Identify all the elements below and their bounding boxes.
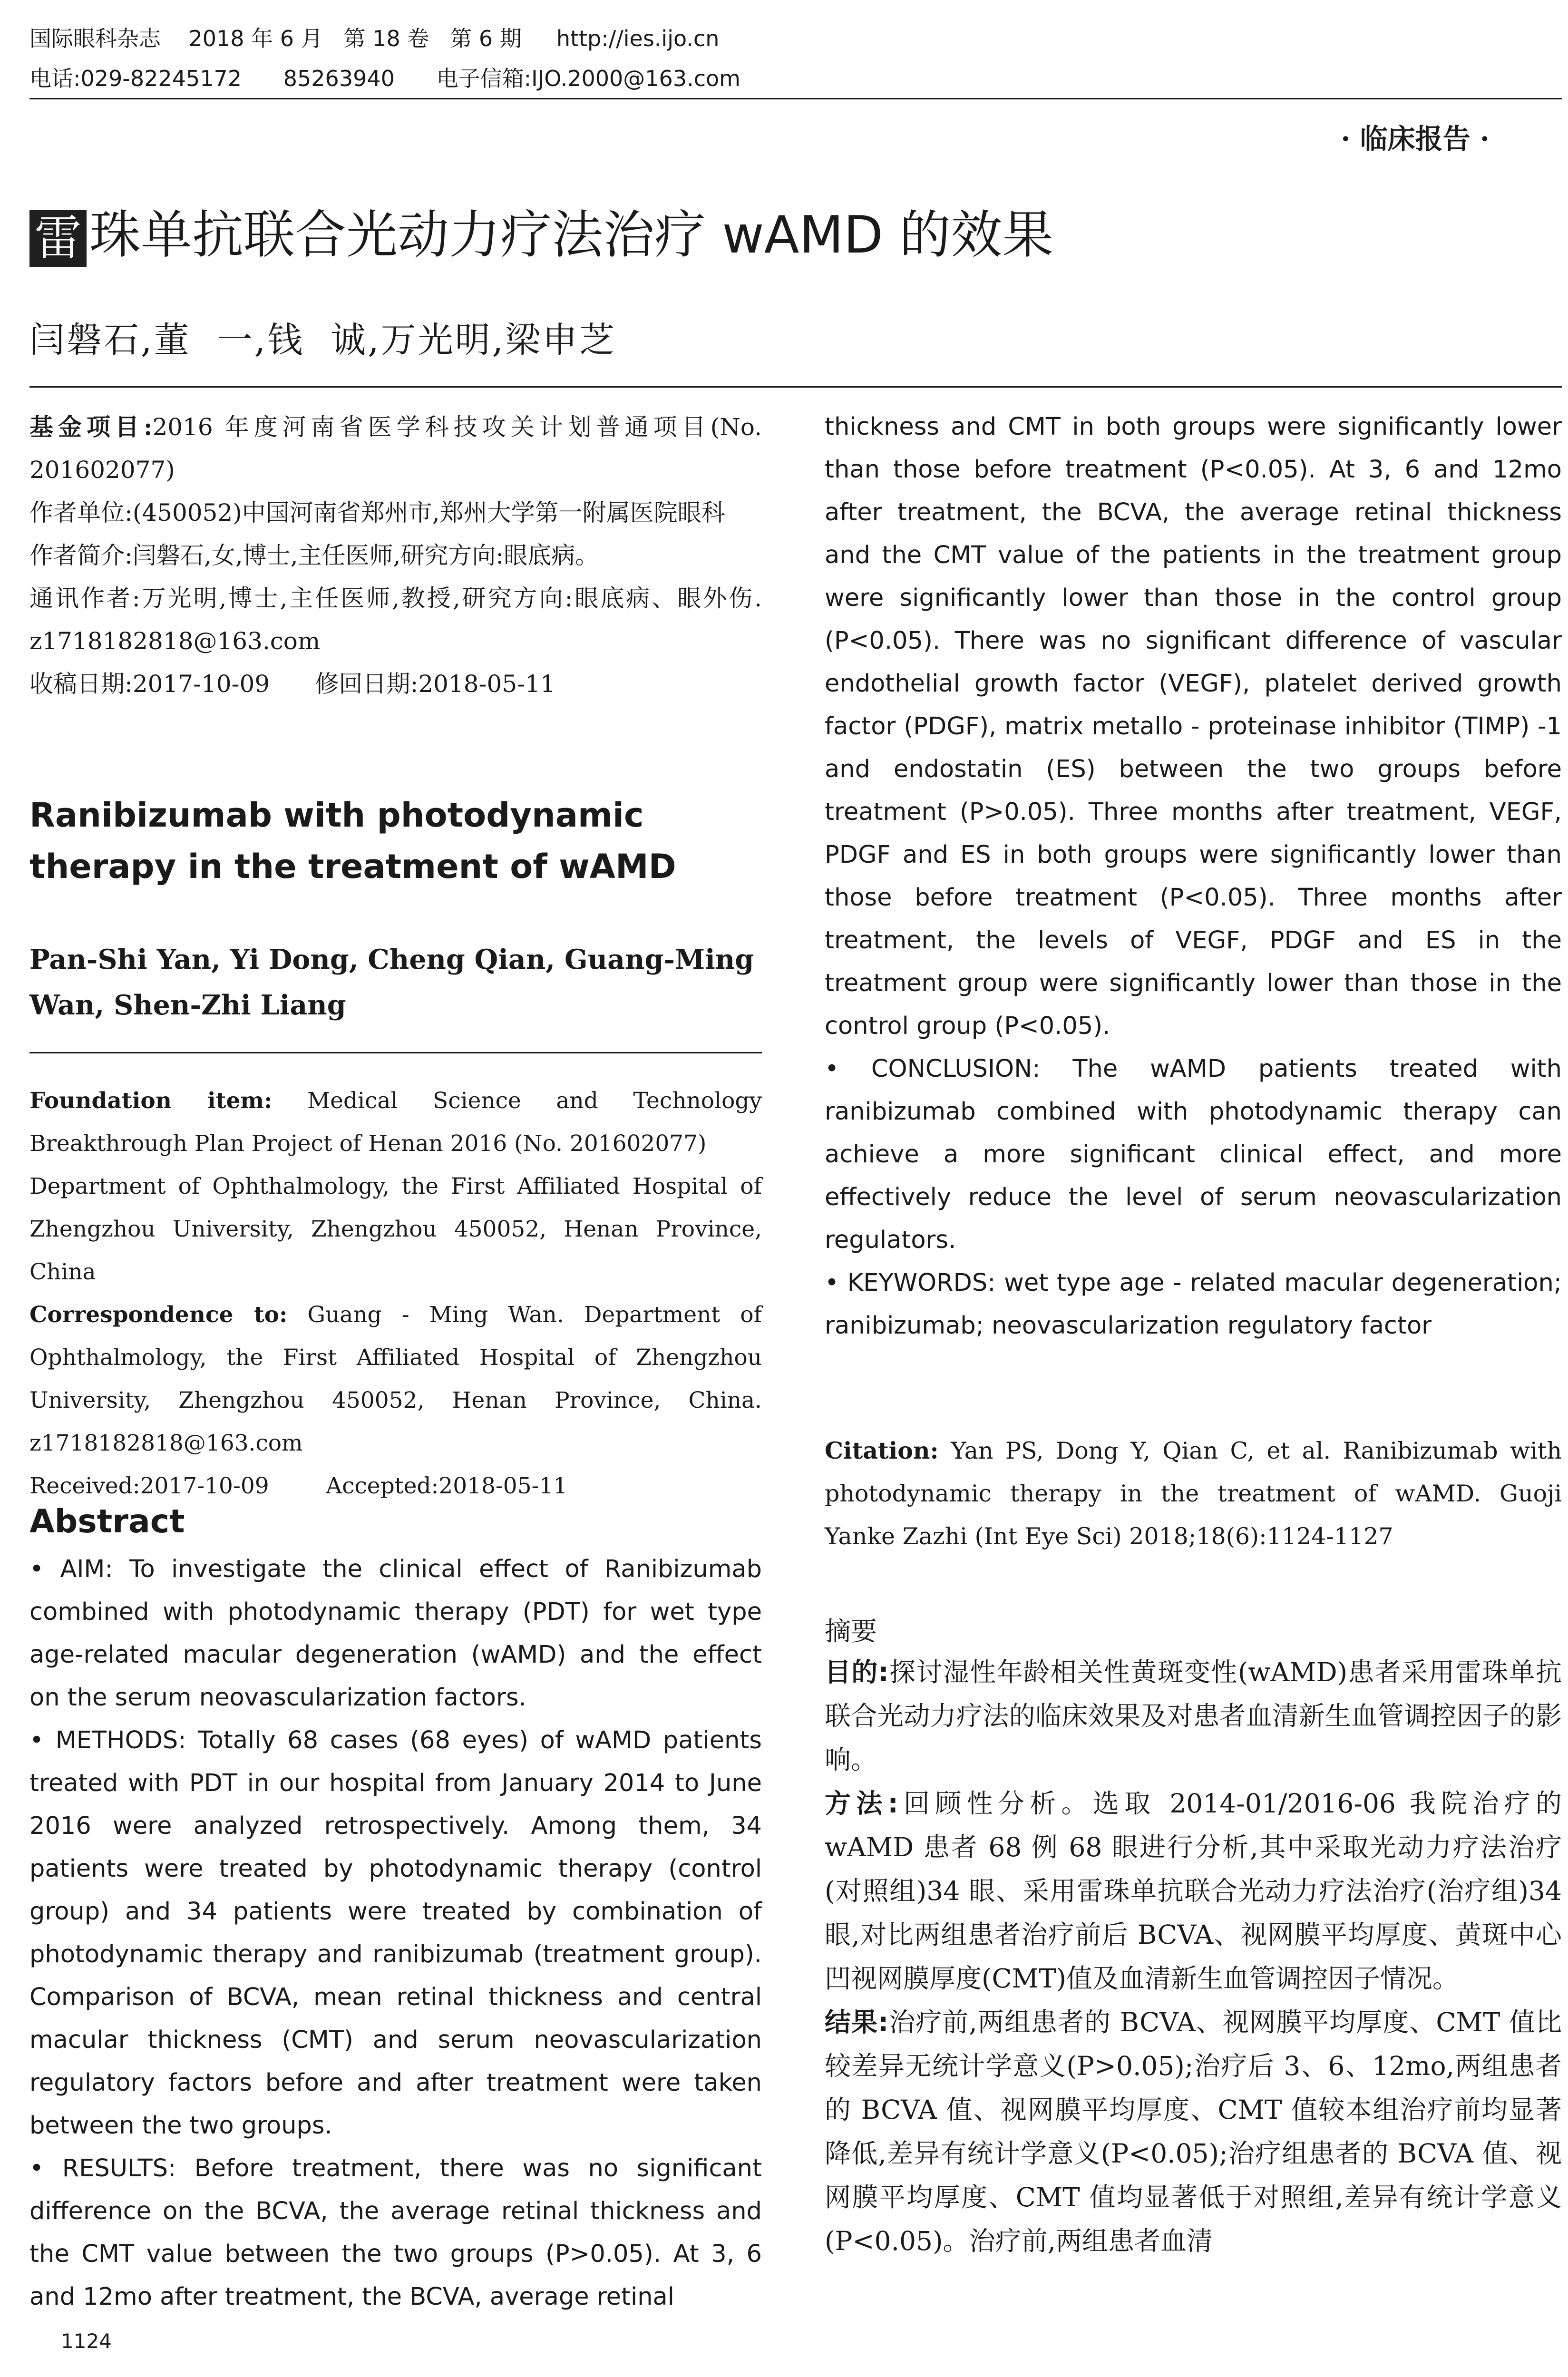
abstract-methods: • METHODS: Totally 68 cases (68 eyes) of wAMD patients treated with PDT in our hospital from January 2014 to June 2016 were analyzed retrospectively. Among them, 34 patients were treated by photodynamic therapy (control group) and 34 patients were treated by combination of photodynamic therapy and ranibizumab (treatment group). Comparison of BCVA, mean retinal thickness and central macular thickness (CMT) and serum neovascularization regulatory factors before and after treatment were taken between the two groups.: [29, 1726, 762, 2140]
citation: [825, 1429, 1562, 1558]
page-number: 1124: [61, 2329, 112, 2353]
dates-cn: 收稿日期:2017-10-09 修回日期:2018-05-11: [29, 670, 555, 698]
authors-cn: 闫磐石,董 一,钱 诚,万光明,梁申芝: [29, 320, 617, 360]
section-tag: · 临床报告 ·: [1341, 123, 1490, 155]
running-header-line1: 国际眼科杂志 2018 年 6 月 第 18 卷 第 6 期 http://ies.ijo.cn: [29, 26, 720, 51]
abstract-left: [29, 1548, 762, 2319]
unit-cn: 作者单位:(450052)中国河南省郑州市,郑州大学第一附属医院眼科: [29, 499, 725, 526]
english-title: Ranibizumab with photodynamic therapy in the treatment of wAMD: [29, 796, 676, 886]
info-en-block: [29, 1080, 762, 1508]
zhaiyao-heading: 摘要: [825, 1616, 877, 1646]
en-authors-rule: [29, 1052, 762, 1053]
zhaiyao-jieguo: 结果:治疗前,两组患者的 BCVA、视网膜平均厚度、CMT 值比较差异无统计学意义(P>0.05);治疗后 3、6、12mo,两组患者的 BCVA 值、视网膜平均厚度、CMT 值较本组治疗前均显著降低,差异有统计学意义(P<0.05);治疗组患者的 BCVA 值、视网膜平均厚度、CMT 值均显著低于对照组,差异有统计学意义(P<0.05)。治疗前,两组患者血清: [825, 2007, 1562, 2256]
correspondence-en: Correspondence to: Guang - Ming Wan. Department of Ophthalmology, the First Affiliated Hospital of Zhengzhou University, Zhengzhou 450052, Henan Province, China. z1718182818@163.com: [29, 1302, 762, 1456]
abstract-right: [825, 406, 1562, 1347]
department-en: Department of Ophthalmology, the First Affiliated Hospital of Zhengzhou University, Zhengzhou 450052, Henan Province, China: [29, 1173, 762, 1285]
abstract-results-cont: thickness and CMT in both groups were significantly lower than those before treatment (P<0.05). At 3, 6 and 12mo after treatment, the BCVA, the average retinal thickness and the CMT value of the patients in the treatment group were significantly lower than those in the control group (P<0.05). There was no significant difference of vascular endothelial growth factor (VEGF), platelet derived growth factor (PDGF), matrix metallo - proteinase inhibitor (TIMP) -1 and endostatin (ES) between the two groups before treatment (P>0.05). Three months after treatment, VEGF, PDGF and ES in both groups were significantly lower than those before treatment (P<0.05). Three months after treatment, the levels of VEGF, PDGF and ES in the treatment group were significantly lower than those in the control group (P<0.05).: [825, 413, 1562, 1040]
corr-cn: 通讯作者:万光明,博士,主任医师,教授,研究方向:眼底病、眼外伤. z1718182818@163.com: [29, 585, 762, 655]
zhaiyao-mudi: 目的:探讨湿性年龄相关性黄斑变性(wAMD)患者采用雷珠单抗联合光动力疗法的临床效果及对患者血清新生血管调控因子的影响。: [825, 1657, 1562, 1775]
abstract-results: • RESULTS: Before treatment, there was no significant difference on the BCVA, the average retinal thickness and the CMT value between the two groups (P>0.05). At 3, 6 and 12mo after treatment, the BCVA, average retinal: [29, 2154, 762, 2311]
foundation-en: Foundation item: Medical Science and Technology Breakthrough Plan Project of Henan 2016 (No. 201602077): [29, 1088, 762, 1157]
running-header-line2: 电话:029-82245172 85263940 电子信箱:IJO.2000@163.com: [29, 66, 740, 91]
abstract-aim: • AIM: To investigate the clinical effect of Ranibizumab combined with photodynamic therapy (PDT) for wet type age-related macular degeneration (wAMD) and the effect on the serum neovascularization factors.: [29, 1555, 762, 1712]
article-title-text: 珠单抗联合光动力疗法治疗 wAMD 的效果: [89, 205, 1054, 265]
zhaiyao-body: [825, 1650, 1562, 2263]
zhaiyao-fangfa: 方法:回顾性分析。选取 2014-01/2016-06 我院治疗的 wAMD 患者 68 例 68 眼进行分析,其中采取光动力疗法治疗(对照组)34 眼、采用雷珠单抗联合光动力疗法治疗(治疗组)34 眼,对比两组患者治疗前后 BCVA、视网膜平均厚度、黄斑中心凹视网膜厚度(CMT)值及血清新生血管调控因子情况。: [825, 1788, 1562, 1994]
received-accepted-en: Received:2017-10-09 Accepted:2018-05-11: [29, 1473, 568, 1499]
citation-label: Citation:: [825, 1437, 939, 1464]
english-authors: Pan-Shi Yan, Yi Dong, Cheng Qian, Guang-Ming Wan, Shen-Zhi Liang: [29, 944, 754, 1021]
citation-text: Yan PS, Dong Y, Qian C, et al. Ranibizumab with photodynamic therapy in the treatment of wAMD. Guoji Yanke Zazhi (Int Eye Sci) 2018;18(6):1124-1127: [825, 1437, 1562, 1550]
abstract-conclusion: • CONCLUSION: The wAMD patients treated with ranibizumab combined with photodynamic therapy can achieve a more significant clinical effect, and more effectively reduce the level of serum neovascularization regulators.: [825, 1055, 1562, 1254]
fund-cn: 基金项目:2016 年度河南省医学科技攻关计划普通项目(No. 201602077): [29, 413, 762, 484]
header-rule: [29, 98, 1562, 99]
title-initial-logo: 雷: [29, 210, 87, 267]
abstract-keywords: • KEYWORDS: wet type age - related macular degeneration; ranibizumab; neovascularization regulatory factor: [825, 1269, 1562, 1340]
title-rule: [29, 386, 1562, 388]
intro-cn: 作者简介:闫磐石,女,博士,主任医师,研究方向:眼底病。: [29, 542, 599, 569]
info-cn-block: [29, 406, 762, 705]
abstract-heading: Abstract: [29, 1503, 185, 1540]
article-title: [29, 202, 1053, 269]
